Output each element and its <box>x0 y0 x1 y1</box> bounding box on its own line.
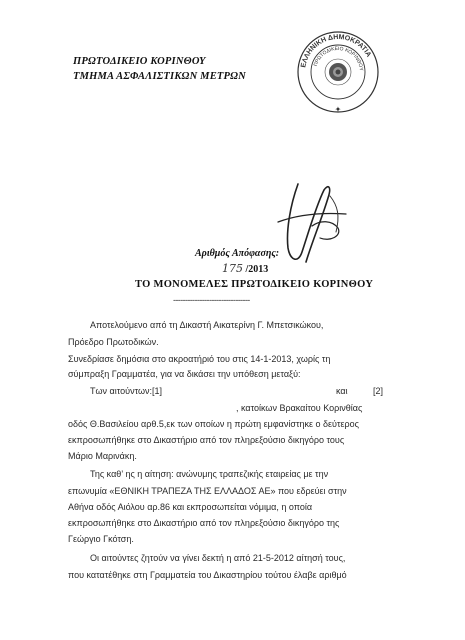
handwritten-decision-number: 175 <box>222 262 243 275</box>
body-line: [2] <box>373 386 384 396</box>
body-line: Οι αιτούντες ζητούν να γίνει δεκτή η από 21-5-2012 αίτησή τους, <box>90 553 346 563</box>
body-line: Αθήνα οδός Αιόλου αρ.86 και εκπροσωπείται νόμιμα, η οποία <box>68 502 313 512</box>
body-line: επωνυμία «ΕΘΝΙΚΗ ΤΡΑΠΕΖΑ ΤΗΣ ΕΛΛΑΔΟΣ ΑΕ» που εδρεύει στην <box>68 486 347 496</box>
seal-outer-text: ΕΛΛΗΝΙΚΗ ΔΗΜΟΚΡΑΤΙΑ <box>300 33 373 69</box>
body-line: Αποτελούμενο από τη Δικαστή Αικατερίνη Γ. Μπετσικώκου, <box>90 320 324 330</box>
decision-number-label: Αριθμός Απόφασης: <box>195 248 280 259</box>
decision-year: /2013 <box>245 264 269 275</box>
body-line: εκπροσωπήθηκε στο Δικαστήριο από τον πληρεξούσιο δικηγόρο της <box>68 518 340 528</box>
court-title: ΤΟ ΜΟΝΟΜΕΛΕΣ ΠΡΩΤΟΔΙΚΕΙΟ ΚΟΡΙΝΘΟΥ <box>135 279 374 290</box>
court-header: ΠΡΩΤΟΔΙΚΕΙΟ ΚΟΡΙΝΘΟΥ <box>73 56 206 67</box>
seal-inner-text: ΠΡΩΤΟΔΙΚΕΙΟ ΚΟΡΙΝΘΟΥ <box>312 45 365 72</box>
body-line: Συνεδρίασε δημόσια στο ακροατήριό του στις 14-1-2013, χωρίς τη <box>68 354 331 364</box>
body-line: Των αιτούντων:[1] <box>90 386 163 396</box>
svg-text:✦: ✦ <box>334 105 342 114</box>
body-line: Μάριο Μαρινάκη. <box>68 451 137 461</box>
body-line: οδός Θ.Βασιλείου αρθ.5,εκ των οποίων η πρώτη εμφανίστηκε ο δεύτερος <box>68 419 359 429</box>
body-line: Της καθ’ ης η αίτηση: ανώνυμης τραπεζικής εταιρείας με την <box>90 469 329 479</box>
body-line: , κατοίκων Βρακαίτου Κορινθίας <box>236 403 363 413</box>
body-line: σύμπραξη Γραμματέα, για να δικάσει την υπόθεση μεταξύ: <box>68 369 301 379</box>
body-line: που κατατέθηκε στη Γραμματεία του Δικαστηρίου τούτου έλαβε αριθμό <box>68 570 347 580</box>
body-line: Πρόεδρο Πρωτοδικών. <box>68 337 159 347</box>
body-line: και <box>336 386 348 396</box>
handwritten-signature <box>268 176 352 276</box>
separator-line: -------------------------------- <box>173 295 250 305</box>
body-line: εκπροσωπήθηκε στο Δικαστήριο από τον πληρεξούσιο δικηγόρο τους <box>68 435 345 445</box>
body-line: Γεώργιο Γκότση. <box>68 534 134 544</box>
department-header: ΤΜΗΜΑ ΑΣΦΑΛΙΣΤΙΚΩΝ ΜΕΤΡΩΝ <box>73 71 246 82</box>
court-seal-stamp <box>296 30 380 114</box>
decision-number <box>222 262 268 275</box>
